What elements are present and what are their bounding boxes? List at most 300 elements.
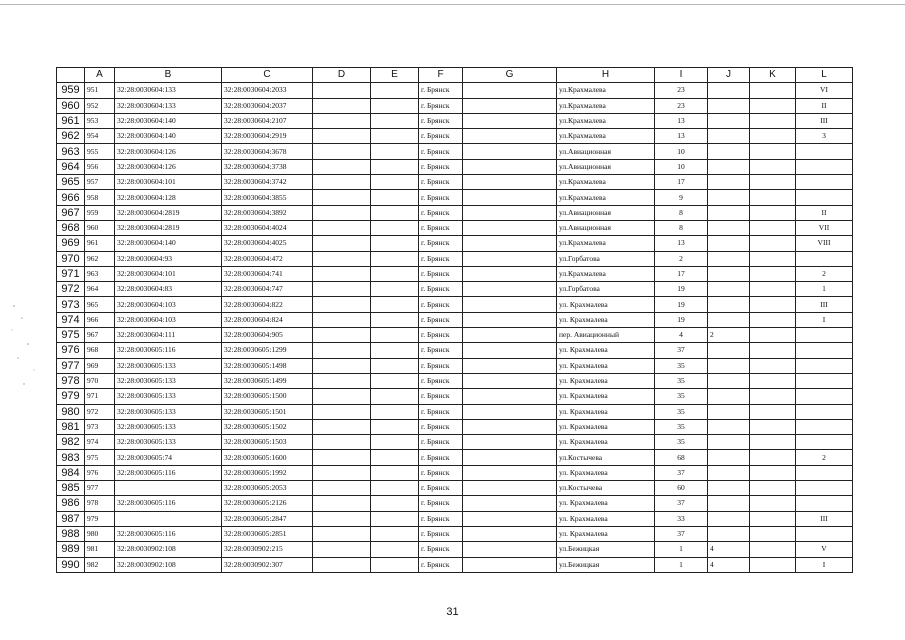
cell-e [371, 389, 419, 404]
cell-c: 32:28:0030605:2053 [222, 481, 313, 496]
cell-e [371, 328, 419, 343]
cell-k [750, 343, 796, 358]
cell-l [796, 159, 853, 174]
cell-h: ул.Крахмалева [557, 113, 655, 128]
cell-e [371, 129, 419, 144]
cell-h: ул.Бежицкая [557, 542, 655, 557]
cell-g [463, 144, 557, 159]
cell-h: ул. Крахмалева [557, 343, 655, 358]
cell-c: 32:28:0030604:3855 [222, 190, 313, 205]
cell-f: г. Брянск [419, 435, 463, 450]
table-row [57, 205, 853, 220]
table-row [57, 465, 853, 480]
cell-i: 37 [655, 343, 708, 358]
cell-a: 977 [85, 481, 115, 496]
cell-f: г. Брянск [419, 389, 463, 404]
cell-f: г. Брянск [419, 343, 463, 358]
cell-e [371, 144, 419, 159]
cell-c: 32:28:0030604:2107 [222, 113, 313, 128]
cell-h: ул.Авиационная [557, 205, 655, 220]
cell-k [750, 113, 796, 128]
table-row [57, 511, 853, 526]
cell-d [313, 481, 371, 496]
cell-k [750, 83, 796, 98]
cell-f: г. Брянск [419, 542, 463, 557]
row-number-cell: 972 [57, 282, 85, 297]
column-header-j: J [708, 68, 750, 83]
table-row [57, 98, 853, 113]
cell-e [371, 251, 419, 266]
cell-g [463, 297, 557, 312]
cell-f: г. Брянск [419, 190, 463, 205]
cell-h: ул.Костычева [557, 481, 655, 496]
cell-f: г. Брянск [419, 205, 463, 220]
cell-g [463, 328, 557, 343]
cell-l [796, 435, 853, 450]
cell-a: 958 [85, 190, 115, 205]
cell-h: ул.Крахмалева [557, 129, 655, 144]
cell-e [371, 373, 419, 388]
cell-e [371, 190, 419, 205]
row-number-cell: 968 [57, 220, 85, 235]
cell-e [371, 266, 419, 281]
cell-a: 952 [85, 98, 115, 113]
cell-j [708, 236, 750, 251]
cell-j [708, 404, 750, 419]
cell-f: г. Брянск [419, 236, 463, 251]
cell-i: 19 [655, 312, 708, 327]
cell-e [371, 465, 419, 480]
cell-h: ул. Крахмалева [557, 312, 655, 327]
cell-e [371, 557, 419, 572]
cell-b: 32:28:0030605:133 [115, 373, 222, 388]
cell-f: г. Брянск [419, 465, 463, 480]
cell-h: ул.Крахмалева [557, 190, 655, 205]
cell-i: 37 [655, 496, 708, 511]
table-row [57, 129, 853, 144]
table-row [57, 404, 853, 419]
table-row [57, 435, 853, 450]
cell-k [750, 297, 796, 312]
cell-i: 17 [655, 175, 708, 190]
table-row [57, 113, 853, 128]
cell-f: г. Брянск [419, 159, 463, 174]
row-number-cell: 977 [57, 358, 85, 373]
table-row [57, 373, 853, 388]
table-row [57, 389, 853, 404]
table-row [57, 542, 853, 557]
column-header-g: G [463, 68, 557, 83]
cell-a: 967 [85, 328, 115, 343]
cell-b: 32:28:0030604:101 [115, 175, 222, 190]
cell-e [371, 220, 419, 235]
cell-a: 961 [85, 236, 115, 251]
table-row [57, 251, 853, 266]
cell-j [708, 159, 750, 174]
cell-e [371, 526, 419, 541]
cell-d [313, 159, 371, 174]
column-header-row [57, 68, 853, 83]
cell-b: 32:28:0030605:74 [115, 450, 222, 465]
cell-g [463, 129, 557, 144]
cell-j [708, 435, 750, 450]
cell-c: 32:28:0030605:2851 [222, 526, 313, 541]
cell-c: 32:28:0030605:1498 [222, 358, 313, 373]
cell-j [708, 481, 750, 496]
cell-b: 32:28:0030604:140 [115, 129, 222, 144]
cell-k [750, 205, 796, 220]
cell-c: 32:28:0030604:741 [222, 266, 313, 281]
cell-f: г. Брянск [419, 358, 463, 373]
row-number-cell: 967 [57, 205, 85, 220]
top-edge-line [0, 4, 905, 5]
cell-g [463, 435, 557, 450]
cell-b: 32:28:0030604:140 [115, 113, 222, 128]
cell-b: 32:28:0030604:103 [115, 297, 222, 312]
cell-d [313, 389, 371, 404]
cell-l: III [796, 511, 853, 526]
cell-h: ул.Крахмалева [557, 83, 655, 98]
row-number-cell: 974 [57, 312, 85, 327]
cell-g [463, 98, 557, 113]
cell-l [796, 144, 853, 159]
cell-k [750, 481, 796, 496]
cell-e [371, 205, 419, 220]
cell-j [708, 419, 750, 434]
cell-d [313, 83, 371, 98]
table-row [57, 557, 853, 572]
row-number-cell: 966 [57, 190, 85, 205]
cell-j [708, 465, 750, 480]
row-number-cell: 962 [57, 129, 85, 144]
row-number-cell: 989 [57, 542, 85, 557]
cell-f: г. Брянск [419, 312, 463, 327]
cell-c: 32:28:0030605:1503 [222, 435, 313, 450]
cell-j [708, 526, 750, 541]
cell-f: г. Брянск [419, 220, 463, 235]
cell-l [796, 175, 853, 190]
cell-b: 32:28:0030604:111 [115, 328, 222, 343]
table-row [57, 266, 853, 281]
cell-h: ул.Авиационная [557, 159, 655, 174]
column-header-h: H [557, 68, 655, 83]
table-row [57, 450, 853, 465]
cell-c: 32:28:0030604:3892 [222, 205, 313, 220]
cell-c: 32:28:0030605:1600 [222, 450, 313, 465]
cell-d [313, 144, 371, 159]
cell-d [313, 404, 371, 419]
cell-b: 32:28:0030605:133 [115, 358, 222, 373]
cell-b: 32:28:0030605:116 [115, 465, 222, 480]
cell-e [371, 435, 419, 450]
cell-b: 32:28:0030604:133 [115, 98, 222, 113]
cell-d [313, 297, 371, 312]
cell-b: 32:28:0030604:93 [115, 251, 222, 266]
row-number-cell: 960 [57, 98, 85, 113]
cell-g [463, 113, 557, 128]
cell-k [750, 557, 796, 572]
row-number-cell: 973 [57, 297, 85, 312]
cell-i: 4 [655, 328, 708, 343]
cell-a: 959 [85, 205, 115, 220]
cell-f: г. Брянск [419, 404, 463, 419]
cell-c: 32:28:0030605:1299 [222, 343, 313, 358]
cell-k [750, 404, 796, 419]
cell-l [796, 496, 853, 511]
cell-k [750, 220, 796, 235]
cell-b: 32:28:0030604:103 [115, 312, 222, 327]
cell-h: ул. Крахмалева [557, 297, 655, 312]
cell-l [796, 465, 853, 480]
cell-e [371, 496, 419, 511]
column-header-b: B [115, 68, 222, 83]
cell-g [463, 557, 557, 572]
cell-b: 32:28:0030605:133 [115, 404, 222, 419]
cell-k [750, 98, 796, 113]
cell-g [463, 373, 557, 388]
cell-i: 2 [655, 251, 708, 266]
cell-j [708, 297, 750, 312]
cell-c: 32:28:0030604:3742 [222, 175, 313, 190]
cell-f: г. Брянск [419, 481, 463, 496]
cell-k [750, 389, 796, 404]
table-row [57, 144, 853, 159]
row-number-cell: 985 [57, 481, 85, 496]
cell-k [750, 144, 796, 159]
cell-f: г. Брянск [419, 282, 463, 297]
cell-b: 32:28:0030604:133 [115, 83, 222, 98]
cell-l: 2 [796, 266, 853, 281]
cell-g [463, 511, 557, 526]
cell-i: 35 [655, 389, 708, 404]
cell-b: 32:28:0030605:116 [115, 496, 222, 511]
cell-b: 32:28:0030605:116 [115, 526, 222, 541]
cell-c: 32:28:0030604:822 [222, 297, 313, 312]
row-number-cell: 970 [57, 251, 85, 266]
cell-j [708, 389, 750, 404]
cell-b: 32:28:0030604:2819 [115, 205, 222, 220]
cell-e [371, 175, 419, 190]
cell-k [750, 190, 796, 205]
cell-c: 32:28:0030605:1502 [222, 419, 313, 434]
cell-a: 978 [85, 496, 115, 511]
cell-k [750, 312, 796, 327]
cell-h: ул. Крахмалева [557, 404, 655, 419]
cell-e [371, 450, 419, 465]
page-number: 31 [446, 606, 459, 618]
cell-i: 13 [655, 113, 708, 128]
cell-a: 970 [85, 373, 115, 388]
cell-h: ул.Авиационная [557, 220, 655, 235]
cell-d [313, 465, 371, 480]
cell-i: 68 [655, 450, 708, 465]
row-number-cell: 959 [57, 83, 85, 98]
cell-l: III [796, 297, 853, 312]
cell-g [463, 526, 557, 541]
row-number-cell: 971 [57, 266, 85, 281]
table-row [57, 297, 853, 312]
row-number-cell: 961 [57, 113, 85, 128]
cell-k [750, 465, 796, 480]
cell-i: 19 [655, 282, 708, 297]
cell-i: 37 [655, 526, 708, 541]
cell-l: II [796, 205, 853, 220]
table-row [57, 481, 853, 496]
cell-h: ул. Крахмалева [557, 526, 655, 541]
cell-a: 957 [85, 175, 115, 190]
cell-j [708, 266, 750, 281]
cell-b: 32:28:0030604:126 [115, 159, 222, 174]
row-number-cell: 965 [57, 175, 85, 190]
cell-l [796, 251, 853, 266]
cell-f: г. Брянск [419, 328, 463, 343]
cell-c: 32:28:0030604:905 [222, 328, 313, 343]
cell-i: 60 [655, 481, 708, 496]
cell-l: VII [796, 220, 853, 235]
column-header-f: F [419, 68, 463, 83]
cell-e [371, 542, 419, 557]
row-number-cell: 976 [57, 343, 85, 358]
cell-b: 32:28:0030605:133 [115, 419, 222, 434]
cell-c: 32:28:0030902:307 [222, 557, 313, 572]
cell-d [313, 328, 371, 343]
cell-j [708, 175, 750, 190]
cell-g [463, 404, 557, 419]
cell-h: ул. Крахмалева [557, 389, 655, 404]
cell-k [750, 496, 796, 511]
cell-b: 32:28:0030604:126 [115, 144, 222, 159]
spreadsheet-table [56, 67, 853, 573]
cell-f: г. Брянск [419, 113, 463, 128]
corner-header [57, 68, 85, 83]
cell-g [463, 266, 557, 281]
cell-i: 35 [655, 373, 708, 388]
cell-a: 956 [85, 159, 115, 174]
cell-j [708, 450, 750, 465]
cell-d [313, 419, 371, 434]
cell-a: 969 [85, 358, 115, 373]
cell-e [371, 312, 419, 327]
row-number-cell: 990 [57, 557, 85, 572]
cell-a: 960 [85, 220, 115, 235]
cell-h: ул.Авиационная [557, 144, 655, 159]
cell-a: 955 [85, 144, 115, 159]
cell-h: ул. Крахмалева [557, 511, 655, 526]
cell-b: 32:28:0030604:128 [115, 190, 222, 205]
cell-l [796, 404, 853, 419]
cell-e [371, 282, 419, 297]
cell-e [371, 419, 419, 434]
cell-c: 32:28:0030604:472 [222, 251, 313, 266]
cell-g [463, 175, 557, 190]
cell-h: ул. Крахмалева [557, 358, 655, 373]
cell-i: 13 [655, 129, 708, 144]
cell-f: г. Брянск [419, 511, 463, 526]
cell-g [463, 481, 557, 496]
table-row [57, 328, 853, 343]
cell-d [313, 312, 371, 327]
cell-i: 1 [655, 542, 708, 557]
cell-d [313, 373, 371, 388]
row-number-cell: 982 [57, 435, 85, 450]
cell-k [750, 175, 796, 190]
cell-g [463, 251, 557, 266]
cell-e [371, 98, 419, 113]
cell-f: г. Брянск [419, 144, 463, 159]
cell-h: ул.Крахмалева [557, 98, 655, 113]
row-number-cell: 975 [57, 328, 85, 343]
cell-a: 972 [85, 404, 115, 419]
cell-j [708, 511, 750, 526]
cell-k [750, 266, 796, 281]
cell-j: 4 [708, 542, 750, 557]
cell-l: 2 [796, 450, 853, 465]
cell-f: г. Брянск [419, 496, 463, 511]
cell-d [313, 236, 371, 251]
cell-c: 32:28:0030604:2037 [222, 98, 313, 113]
column-header-e: E [371, 68, 419, 83]
table-row [57, 282, 853, 297]
cell-d [313, 190, 371, 205]
cell-d [313, 557, 371, 572]
cell-f: г. Брянск [419, 98, 463, 113]
cell-d [313, 220, 371, 235]
cell-a: 966 [85, 312, 115, 327]
cell-i: 8 [655, 220, 708, 235]
cell-a: 964 [85, 282, 115, 297]
row-number-cell: 964 [57, 159, 85, 174]
cell-a: 976 [85, 465, 115, 480]
cell-a: 975 [85, 450, 115, 465]
cell-h: ул. Крахмалева [557, 419, 655, 434]
cell-k [750, 159, 796, 174]
cell-k [750, 328, 796, 343]
cell-i: 35 [655, 419, 708, 434]
cell-g [463, 282, 557, 297]
cell-k [750, 419, 796, 434]
cell-g [463, 312, 557, 327]
cell-h: ул. Крахмалева [557, 373, 655, 388]
cell-k [750, 251, 796, 266]
table-row [57, 526, 853, 541]
cell-d [313, 205, 371, 220]
cell-e [371, 159, 419, 174]
cell-d [313, 511, 371, 526]
cell-f: г. Брянск [419, 557, 463, 572]
cell-b: 32:28:0030902:108 [115, 557, 222, 572]
cell-f: г. Брянск [419, 526, 463, 541]
column-header-i: I [655, 68, 708, 83]
cell-e [371, 511, 419, 526]
row-number-cell: 978 [57, 373, 85, 388]
cell-b [115, 481, 222, 496]
table-row [57, 343, 853, 358]
cell-e [371, 236, 419, 251]
cell-i: 19 [655, 297, 708, 312]
cell-c: 32:28:0030604:2033 [222, 83, 313, 98]
row-number-cell: 986 [57, 496, 85, 511]
cell-f: г. Брянск [419, 450, 463, 465]
cell-h: ул.Горбатова [557, 251, 655, 266]
cell-f: г. Брянск [419, 419, 463, 434]
cell-j [708, 129, 750, 144]
cell-j [708, 83, 750, 98]
cell-k [750, 373, 796, 388]
cell-c: 32:28:0030604:3738 [222, 159, 313, 174]
cell-j: 2 [708, 328, 750, 343]
cell-e [371, 481, 419, 496]
row-number-cell: 988 [57, 526, 85, 541]
